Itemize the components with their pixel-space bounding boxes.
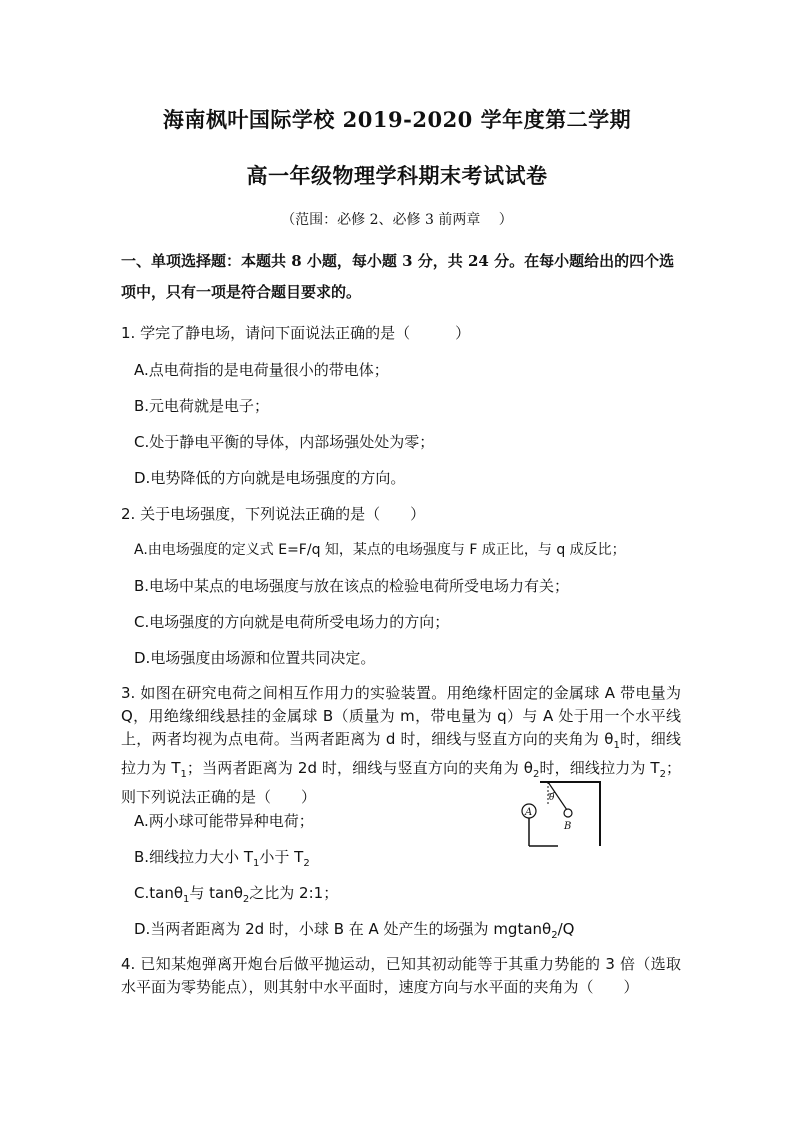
- exam-title-line2: 高一年级物理学科期末考试试卷: [246, 163, 548, 188]
- q1-option-d: D.电势降低的方向就是电场强度的方向。: [134, 469, 406, 487]
- q1-option-c: C.处于静电平衡的导体，内部场强处处为零；: [134, 433, 435, 451]
- ball-b: [564, 809, 572, 817]
- q3-option-a: A.两小球可能带异种电荷；: [134, 812, 314, 830]
- q1-option-a: A.点电荷指的是电荷量很小的带电体；: [134, 361, 389, 379]
- q3-option-d: D.当两者距离为 2d 时，小球 B 在 A 处产生的场强为 mgtanθ$_2$/Q: [134, 920, 575, 941]
- theta-label: θ: [549, 793, 555, 803]
- q1-option-b: B.元电荷就是电子；: [134, 397, 270, 415]
- q4-stem: 4. 已知某炮弹离开炮台后做平抛运动，已知其初动能等于其重力势能的 3 倍（选取水平面为零势能点），则其射中水平面时，速度方向与水平面的夹角为（ ）: [121, 955, 681, 996]
- q2-option-c: C.电场强度的方向就是电荷所受电场力的方向；: [134, 613, 450, 631]
- q3-option-c: C.tanθ$_1$与 tanθ$_2$之比为 2:1；: [134, 884, 339, 905]
- exam-range: （范围：必修 2、必修 3 前两章 ）: [281, 212, 513, 228]
- q2-option-d: D.电场强度由场源和位置共同决定。: [134, 649, 376, 667]
- ball-b-label: B: [564, 821, 572, 832]
- ball-a-label: A: [525, 807, 533, 818]
- q2-option-a: A.由电场强度的定义式 E=F/q 知，某点的电场强度与 F 成正比，与 q 成反比；: [134, 542, 626, 558]
- q2-option-b: B.电场中某点的电场强度与放在该点的检验电荷所受电场力有关；: [134, 577, 570, 595]
- q1-stem: 1. 学完了静电场，请问下面说法正确的是（ ）: [121, 324, 471, 342]
- q3-stem: 3. 如图在研究电荷之间相互作用力的实验装置。用绝缘杆固定的金属球 A 带电量为 Q，用绝缘细线悬挂的金属球 B（质量为 m，带电量为 q）与 A 处于用一个水平线上，两者均视为点电荷。当两者距离为 d 时，细线与竖直方向的夹角为 $\theta_1$时，细线拉力为 $T_1$；当两者距离为 2d 时，细线与竖直方向的夹角为 $\theta_2$时，细线拉力为 $T_2$；则下列说法正确的是（ ）: [121, 684, 681, 806]
- exam-title-line1: 海南枫叶国际学校 2019-2020 学年度第二学期: [162, 107, 632, 132]
- q3-option-b: B.细线拉力大小 $T_1$小于 $T_2$: [134, 848, 310, 869]
- q2-stem: 2. 关于电场强度，下列说法正确的是（ ）: [121, 505, 426, 523]
- section1-heading: 一、单项选择题：本题共 8 小题，每小题 3 分，共 24 分。在每小题给出的四个选项中，只有一项是符合题目要求的。: [121, 252, 675, 301]
- q3-figure: [512, 774, 612, 850]
